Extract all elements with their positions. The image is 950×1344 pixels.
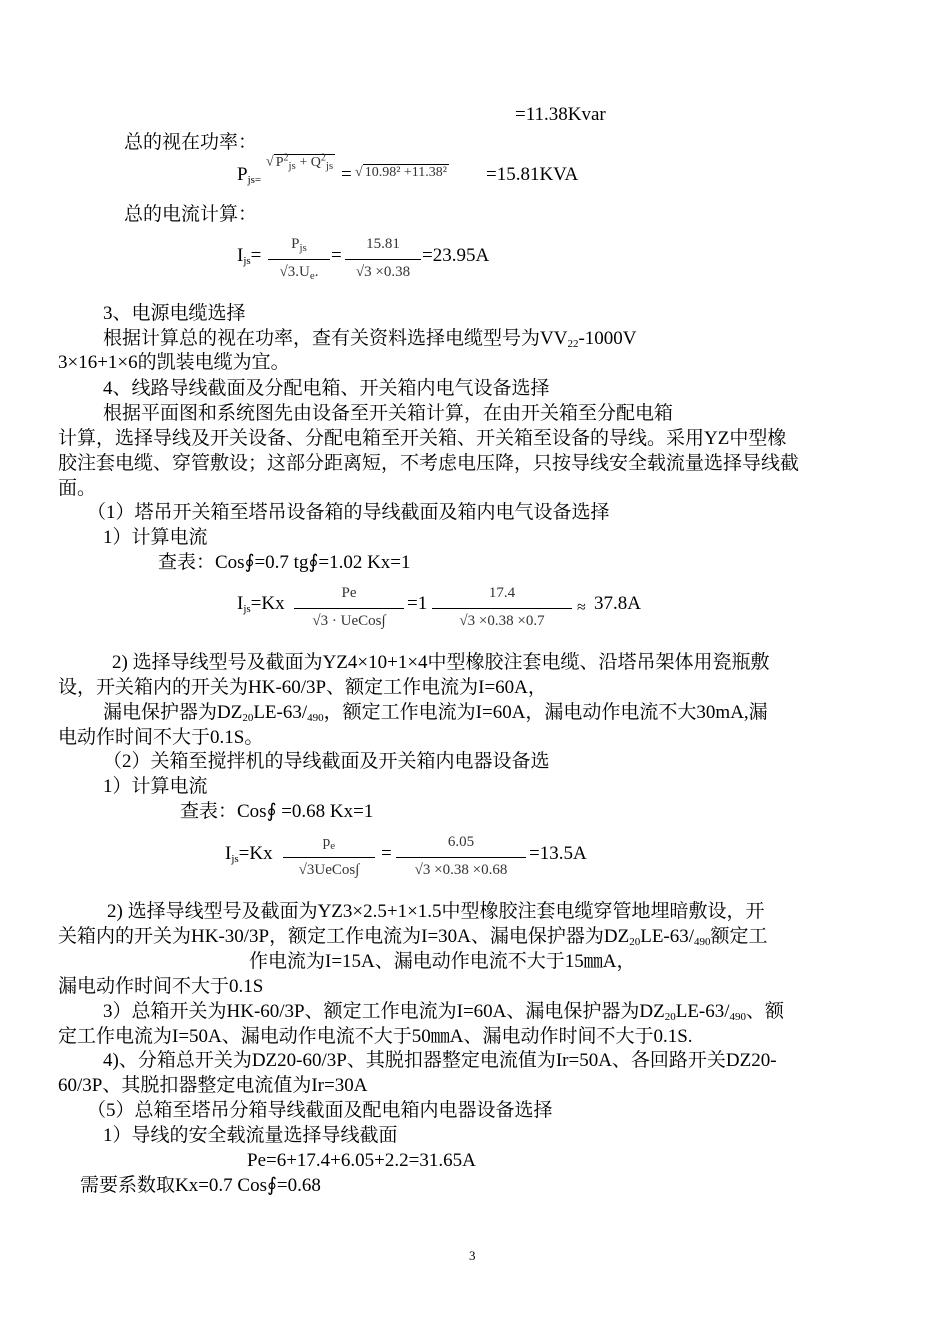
formula-lhs: $I_{js}=$ — [237, 245, 262, 267]
formula-result: =13.5A — [529, 843, 587, 864]
formula-lhs: $I_{js}=Kx$ — [237, 593, 285, 615]
approx-sign: ≈ — [577, 599, 586, 616]
paragraph-line: 漏电动作时间不大于0.1S — [58, 976, 264, 997]
equals-sign: = — [381, 843, 392, 864]
paragraph-line: 作电流为I=15A、漏电动作电流不大于15㎜A， — [249, 951, 636, 972]
formula-lhs: $P_{js=}$ — [237, 164, 262, 186]
paragraph-line: 4)、分箱总开关为DZ20-60/3P、其脱扣器整定电流值为Ir=50A、各回路开关DZ20- — [103, 1050, 777, 1071]
paragraph-line: 根据计算总的视在功率，查有关资料选择电缆型号为$VV_{22}-1000V$ — [103, 328, 637, 350]
paragraph-line: 60/3P、其脱扣器整定电流值为Ir=30A — [58, 1075, 368, 1096]
paragraph-line: 电动作时间不大于0.1S。 — [58, 727, 264, 748]
paragraph-line: 1）计算电流 — [103, 527, 208, 548]
section-heading-3: 3、电源电缆选择 — [103, 303, 246, 324]
sqrt-pq: √ $P^2_{js} + Q^2_{js}$ — [266, 152, 334, 172]
paragraph-line: 2) 选择导线型号及截面为YZ4×10+1×4中型橡胶注套电缆、沿塔吊架体用瓷瓶敷 — [112, 652, 770, 673]
paragraph-line: 面。 — [58, 478, 97, 499]
formula-result: =15.81KVA — [486, 164, 579, 185]
section-heading-4: 4、线路导线截面及分配电箱、开关箱内电气设备选择 — [103, 378, 550, 399]
apparent-power-heading: 总的视在功率： — [124, 132, 258, 153]
equals-sign: = — [341, 164, 352, 185]
equals-sign: = — [331, 245, 342, 266]
formula-mid: =1 — [407, 593, 428, 614]
paragraph-line: 1）计算电流 — [103, 776, 208, 797]
reactive-power-result: =11.38Kvar — [515, 104, 606, 125]
page-number: 3 — [469, 1248, 476, 1263]
subsection-heading-2: （2）关箱至搅拌机的导线截面及开关箱内电器设备选 — [103, 751, 550, 772]
lookup-values: 查表：Cos∮=0.7 tg∮=1.02 Kx=1 — [158, 552, 411, 573]
paragraph-line: 漏电保护器为$DZ_{20}LE-63/_{490}$，额定工作电流为I=60A，漏电动作电流不大30mA,漏 — [103, 702, 768, 724]
paragraph-line: 根据平面图和系统图先由设备至开关箱计算，在由开关箱至分配电箱 — [103, 403, 674, 424]
lookup-values: 查表：Cos∮ =0.68 Kx=1 — [180, 801, 374, 822]
paragraph-line: 需要系数取Kx=0.7 Cos∮=0.68 — [80, 1175, 321, 1196]
paragraph-line: 3）总箱开关为HK-60/3P、额定工作电流为I=60A、漏电保护器为$DZ_{20}LE-63/_{490}$、额 — [103, 1001, 785, 1023]
formula-result: =23.95A — [422, 245, 490, 266]
paragraph-line: 计算，选择导线及开关设备、分配电箱至开关箱、开关箱至设备的导线。采用YZ中型橡 — [58, 428, 787, 449]
current-calc-heading: 总的电流计算： — [124, 204, 258, 225]
paragraph-line: 关箱内的开关为HK-30/3P，额定工作电流为I=30A、漏电保护器为$DZ_{20}LE-63/_{490}$额定工 — [58, 926, 768, 948]
formula-result: 37.8A — [594, 593, 641, 614]
paragraph-line: 3×16+1×6的凯装电缆为宜。 — [58, 352, 290, 373]
formula-lhs: $I_{js}=Kx$ — [225, 843, 273, 865]
sqrt-numeric: √ 10.98² +11.38² — [355, 165, 447, 180]
paragraph-line: 定工作电流为I=50A、漏电动作电流不大于50㎜A、漏电动作时间不大于0.1S. — [58, 1026, 693, 1047]
paragraph-line: 胶注套电缆、穿管敷设；这部分距离短，不考虑电压降，只按导线安全载流量选择导线截 — [58, 453, 800, 474]
paragraph-line: 2) 选择导线型号及截面为YZ3×2.5+1×1.5中型橡胶注套电缆穿管地埋暗敷设，开 — [107, 901, 765, 922]
subsection-heading-5: （5）总箱至塔吊分箱导线截面及配电箱内电器设备选择 — [87, 1100, 553, 1121]
subsection-heading-1: （1）塔吊开关箱至塔吊设备箱的导线截面及箱内电气设备选择 — [87, 502, 610, 523]
paragraph-line: 1）导线的安全载流量选择导线截面 — [103, 1125, 398, 1146]
sum-formula: Pe=6+17.4+6.05+2.2=31.65A — [247, 1150, 476, 1171]
paragraph-line: 设，开关箱内的开关为HK-60/3P、额定工作电流为I=60A， — [58, 677, 547, 698]
